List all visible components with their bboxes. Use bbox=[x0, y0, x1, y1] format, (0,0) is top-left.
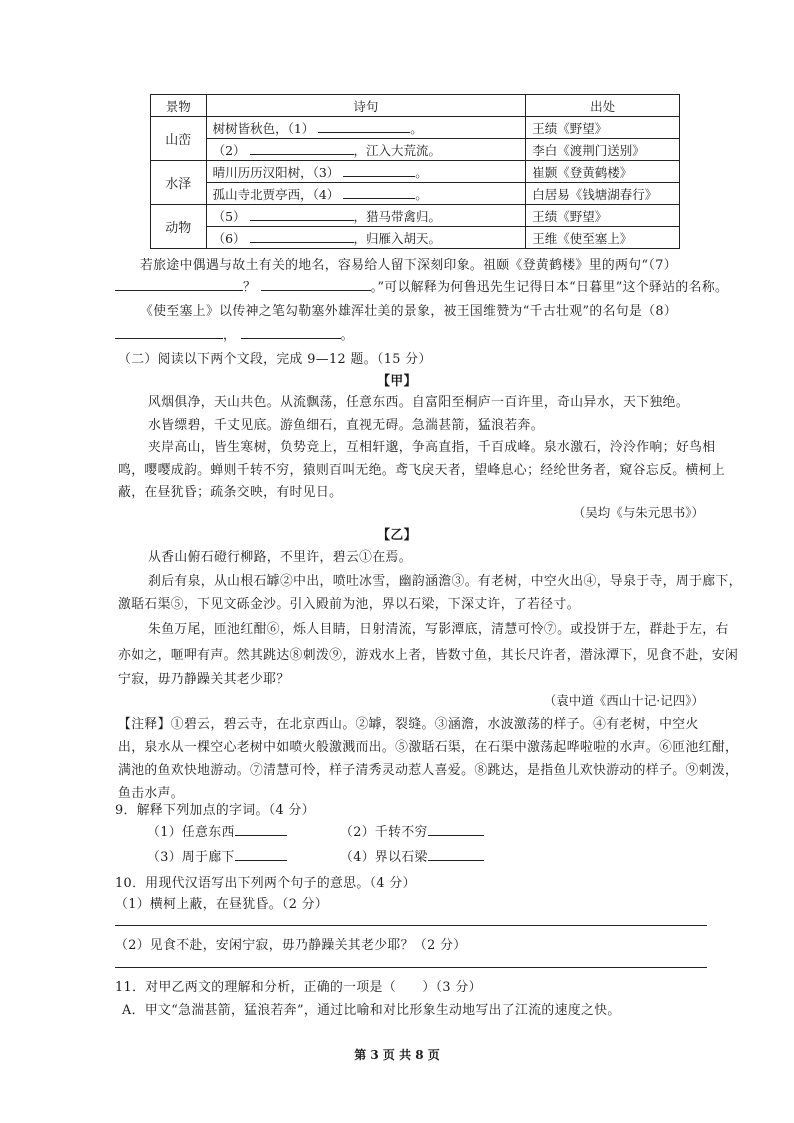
answer-blank[interactable] bbox=[343, 198, 415, 199]
page-number: 第 3 页 共 8 页 bbox=[354, 1048, 440, 1062]
yi-source: （袁中道《西山十记·记四》） bbox=[543, 693, 704, 708]
q7-line1: 若旅途中偶遇与故土有关的地名，容易给人留下深刻印象。祖颐《登黄鹤楼》里的两句“（7） bbox=[140, 258, 677, 273]
verse-cell: （2） ，江入大荒流。 bbox=[206, 139, 526, 161]
yi-paragraph-3: 朱鱼万尾，匝池红酣⑥，烁人目睛，日射清流，写影潭底，清慧可怜⑦。或投饼于左，群赴于左，右 bbox=[148, 622, 729, 637]
table-row bbox=[151, 183, 680, 205]
poem-table bbox=[150, 94, 680, 249]
verse-cell: （5） ，猎马带禽归。 bbox=[206, 205, 526, 227]
header-scenery: 景物 bbox=[151, 95, 207, 117]
q8-line2: ， 。 bbox=[115, 324, 354, 343]
jia-paragraph-3-cont: 鸣，嘤嘤成韵。蝉则千转不穷，猿则百叫无绝。鸢飞戾天者，望峰息心；经纶世务者，窥谷忘反。横柯上 bbox=[118, 463, 726, 478]
jia-paragraph-3: 夹岸高山，皆生寒树，负势竞上，互相轩邈，争高直指，千百成峰。泉水激石，泠泠作响；好鸟相 bbox=[148, 440, 716, 455]
answer-blank[interactable] bbox=[250, 242, 354, 243]
answer-blank[interactable] bbox=[235, 835, 287, 836]
notes-line-1: 【注释】①碧云，碧云寺，在北京西山。②罅，裂缝。③涵澹，水波激荡的样子。④有老树，中空火 bbox=[118, 717, 699, 732]
q9-item-1: （1）任意东西 bbox=[147, 821, 287, 840]
q9-item-2: （2）千转不穷 bbox=[340, 821, 484, 840]
notes-line-2: 出，泉水从一棵空心老树中如喷火般激溅而出。⑤激聒石渠，在石渠中激荡起哗啦啦的水声。⑥匝池红酣， bbox=[118, 740, 739, 755]
answer-blank[interactable] bbox=[250, 154, 354, 155]
yi-title: 【乙】 bbox=[377, 528, 417, 543]
category-cell: 动物 bbox=[151, 205, 207, 249]
yi-paragraph-1: 从香山俯石磴行柳路，不里许，碧云①在焉。 bbox=[148, 550, 412, 565]
category-cell: 山峦 bbox=[151, 117, 207, 161]
q9-stem: 9．解释下列加点的字词。（4 分） bbox=[115, 803, 315, 818]
answer-blank[interactable] bbox=[250, 220, 354, 221]
table-row bbox=[151, 117, 680, 139]
answer-blank[interactable] bbox=[318, 132, 410, 133]
q11-stem: 11．对甲乙两文的理解和分析，正确的一项是（ ）（3 分） bbox=[115, 980, 482, 995]
table-row bbox=[151, 139, 680, 161]
notes-line-4: 鱼击水声。 bbox=[118, 786, 184, 801]
source-cell: 白居易《钱塘湖春行》 bbox=[526, 183, 680, 205]
source-cell: 王绩《野望》 bbox=[526, 117, 680, 139]
q9-item-4: （4）界以石梁 bbox=[340, 846, 484, 865]
yi-paragraph-3-cont: 亦如之，咂呷有声。然其跳达⑧刺泼⑨，游戏水上者，皆数寸鱼，其长尺许者，潜泳潭下，见食不赴，安闲 bbox=[118, 648, 739, 663]
q10-item-2: （2）见食不赴，安闲宁寂，毋乃静躁关其老少耶？（2 分） bbox=[115, 938, 467, 953]
jia-paragraph-1: 风烟俱净，天山共色。从流飘荡，任意东西。自富阳至桐庐一百许里，奇山异水，天下独绝。 bbox=[148, 395, 690, 410]
yi-paragraph-2-cont: 激聒石渠⑤，下见文砾金沙。引入殿前为池，界以石梁，下深丈许，了若径寸。 bbox=[118, 597, 580, 612]
category-cell: 水泽 bbox=[151, 161, 207, 205]
jia-source: （吴均《与朱元思书》） bbox=[572, 505, 704, 520]
answer-blank[interactable] bbox=[428, 835, 484, 836]
table-row bbox=[151, 161, 680, 183]
q10-item-1: （1）横柯上蔽，在昼犹昏。（2 分） bbox=[115, 897, 329, 912]
notes-line-3: 满池的鱼欢快地游动。⑦清慧可怜，样子清秀灵动惹人喜爱。⑧跳达，是指鱼儿欢快游动的样子。⑨刺泼， bbox=[118, 763, 739, 778]
q10-stem: 10．用现代汉语写出下列两个句子的意思。（4 分） bbox=[115, 876, 416, 891]
answer-blank[interactable] bbox=[428, 860, 484, 861]
jia-title: 【甲】 bbox=[377, 374, 417, 389]
answer-blank[interactable] bbox=[115, 338, 223, 339]
yi-paragraph-2: 刹后有泉，从山根石罅②中出，喷吐冰雪，幽韵涵澹③。有老树，中空火出④，导泉于寺，周于廊下， bbox=[148, 574, 742, 589]
yi-paragraph-3-end: 宁寂，毋乃静躁关其老少耶？ bbox=[118, 672, 290, 687]
jia-paragraph-3-end: 蔽，在昼犹昏；疏条交映，有时见日。 bbox=[118, 485, 343, 500]
table-row bbox=[151, 227, 680, 249]
answer-line[interactable] bbox=[115, 967, 707, 968]
header-source: 出处 bbox=[526, 95, 680, 117]
answer-blank[interactable] bbox=[261, 290, 371, 291]
table-row bbox=[151, 205, 680, 227]
answer-blank[interactable] bbox=[241, 338, 341, 339]
source-cell: 王绩《野望》 bbox=[526, 205, 680, 227]
jia-paragraph-2: 水皆缥碧，千丈见底。游鱼细石，直视无碍。急湍甚箭，猛浪若奔。 bbox=[148, 418, 544, 433]
q7-line2: ？ 。”可以解释为何鲁迅先生记得日本“日暮里”这个驿站的名称。 bbox=[115, 276, 728, 295]
verse-cell: 树树皆秋色，（1） 。 bbox=[206, 117, 526, 139]
source-cell: 崔颢《登黄鹤楼》 bbox=[526, 161, 680, 183]
source-cell: 李白《渡荆门送别》 bbox=[526, 139, 680, 161]
answer-blank[interactable] bbox=[115, 290, 243, 291]
answer-blank[interactable] bbox=[235, 860, 287, 861]
source-cell: 王维《使至塞上》 bbox=[526, 227, 680, 249]
verse-cell: （6） ，归雁入胡天。 bbox=[206, 227, 526, 249]
answer-blank[interactable] bbox=[343, 176, 415, 177]
table-header-row bbox=[151, 95, 680, 117]
header-verse: 诗句 bbox=[206, 95, 526, 117]
verse-cell: 孤山寺北贾亭西，（4） 。 bbox=[206, 183, 526, 205]
q11-option-a: A．甲文“急湍甚箭，猛浪若奔”，通过比喻和对比形象生动地写出了江流的速度之快。 bbox=[122, 1003, 621, 1018]
section-two-heading: （二）阅读以下两个文段，完成 9—12 题。（15 分） bbox=[118, 352, 432, 367]
answer-line[interactable] bbox=[115, 925, 707, 926]
q9-item-3: （3）周于廊下 bbox=[147, 846, 287, 865]
verse-cell: 晴川历历汉阳树，（3） 。 bbox=[206, 161, 526, 183]
q8-line1: 《使至塞上》以传神之笔勾勒塞外雄浑壮美的景象，被王国维赞为“千古壮观”的名句是（8） bbox=[140, 304, 678, 319]
